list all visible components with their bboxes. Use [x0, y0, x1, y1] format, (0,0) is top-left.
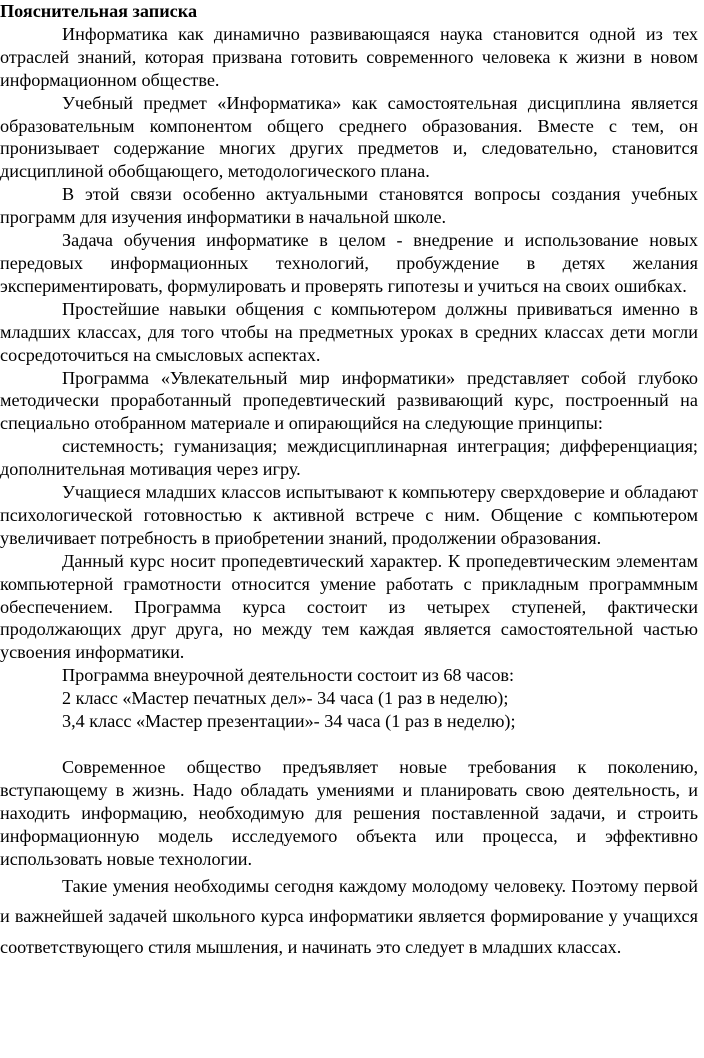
schedule-intro: Программа внеурочной деятельности состоит из 68 часов:: [62, 665, 515, 686]
paragraph-8: Данный курс носит пропедевтический характер. К пропедевтическим элементам компьютерной грамотности относится умение работать с прикладным программным обеспечением. Программа курса состоит из четырех ступеней, фактически продолжающих друг друга, но между тем каждая является самостоятельной частью усвоения информатики.: [0, 550, 698, 663]
schedule-grade-2: 2 класс «Мастер печатных дел»- 34 часа (1 раз в неделю);: [62, 688, 509, 709]
document-title: Пояснительная записка: [0, 1, 198, 21]
principles-list: системность; гуманизация; междисциплинарная интеграция; дифференциация; дополнительная мотивация через игру.: [0, 436, 698, 480]
paragraph-4: Задача обучения информатике в целом - внедрение и использование новых передовых информационных технологий, пробуждение в детях желания экспериментировать, формулировать и проверять гипотезы и учиться на своих ошибках.: [0, 230, 698, 296]
spacer: [0, 733, 698, 756]
paragraph-5: Простейшие навыки общения с компьютером должны прививаться именно в младших классах, для того чтобы на предметных уроках в средних классах дети могли сосредоточиться на смысловых аспектах.: [0, 298, 698, 365]
paragraph-6: Программа «Увлекательный мир информатики» представляет собой глубоко методически проработанный пропедевтический развивающий курс, построенный на специально отобранном материале и опирающийся на следующие принципы:: [0, 367, 698, 434]
paragraph-2: Учебный предмет «Информатика» как самостоятельная дисциплина является образовательным компонентом общего среднего образования. Вместе с тем, он пронизывает содержание многих других предметов и, следовательно, становится дисциплиной обобщающего, методологического плана.: [0, 92, 698, 182]
schedule-grade-3-4: 3,4 класс «Мастер презентации»- 34 часа (1 раз в неделю);: [62, 711, 516, 732]
paragraph-3: В этой связи особенно актуальными становятся вопросы создания учебных программ для изучения информатики в начальной школе.: [0, 184, 698, 228]
paragraph-1: Информатика как динамично развивающаяся наука становится одной из тех отраслей знаний, которая призвана готовить современного человека к жизни в новом информационном обществе.: [0, 23, 698, 90]
closing-paragraph-1: Современное общество предъявляет новые требования к поколению, вступающему в жизнь. Надо обладать умениями и планировать свою деятельность, и находить информацию, необходимую для решения поставленной задачи, и строить информационную модель исследуемого объекта или процесса, и эффективно использовать новые технологии.: [0, 757, 698, 869]
paragraph-7: Учащиеся младших классов испытывают к компьютеру сверхдоверие и обладают психологической готовностью к активной встрече с ним. Общение с компьютером увеличивает потребность в приобретении знаний, продолжении образования.: [0, 482, 698, 548]
closing-paragraph-2: Такие умения необходимы сегодня каждому молодому человеку. Поэтому первой и важнейшей задачей школьного курса информатики является формирование у учащихся соответствующего стиля мышления, и начинать это следует в младших классах.: [0, 875, 698, 957]
